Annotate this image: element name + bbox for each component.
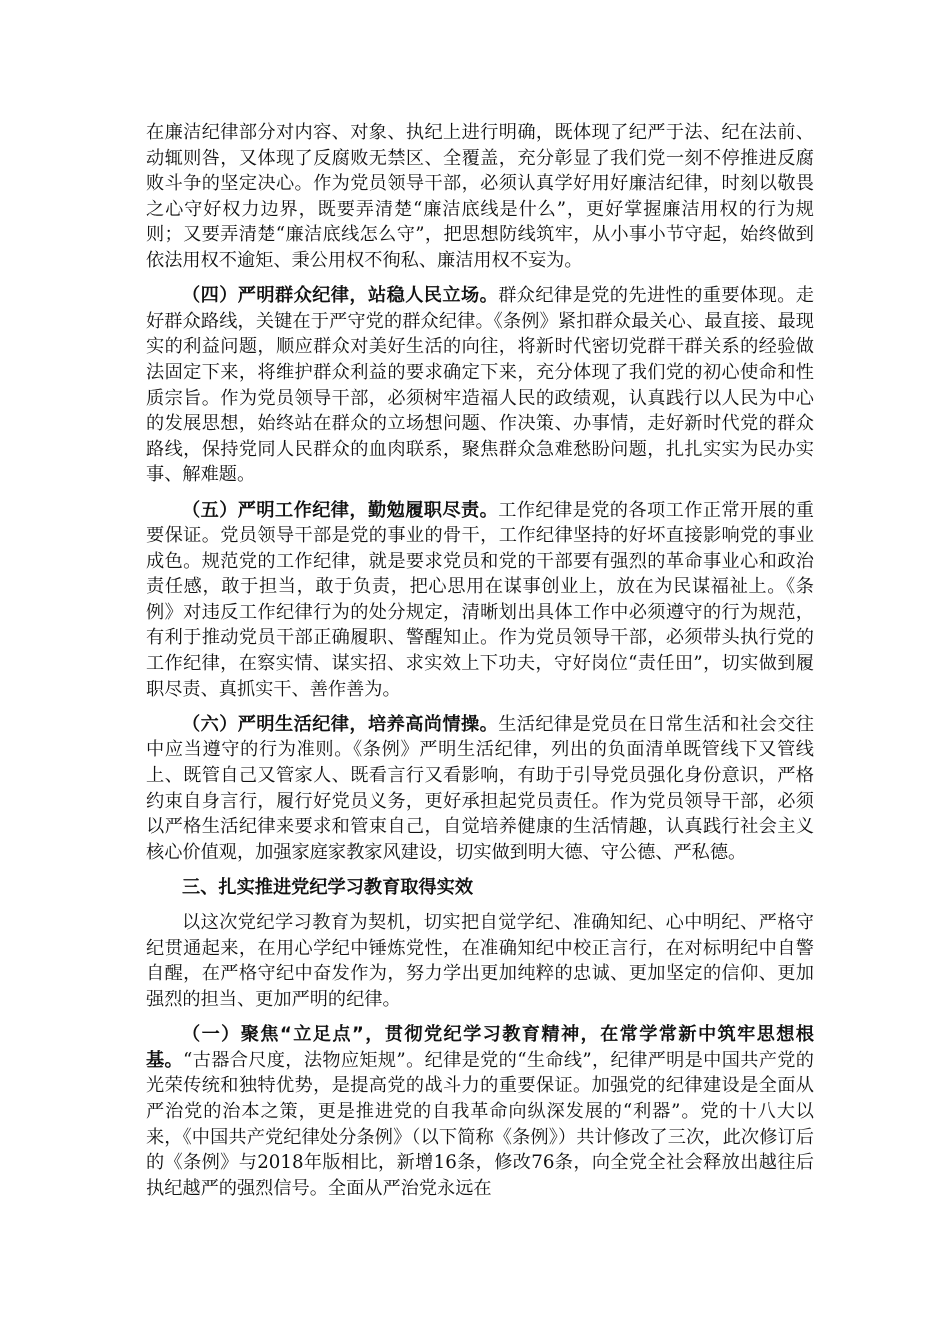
- paragraph-work-discipline: [146, 498, 814, 703]
- paragraph-text: “古器合尺度，法物应矩规”。纪律是党的“生命线”，纪律严明是中国共产党的光荣传统和独特优势，是提高党的战斗力的重要保证。加强党的纪律建设是全面从严治党的治本之策，更是推进党的自我革命向纵深发展的“利器”。党的十八大以来，《中国共产党纪律处分条例》（以下简称《条例》）共计修改了三次，此次修订后的《条例》与2018年版相比，新增16条，修改76条，向全党全社会释放出越往后执纪越严的强烈信号。全面从严治党永远在: [146, 1049, 814, 1199]
- paragraph-text: 在廉洁纪律部分对内容、对象、执纪上进行明确，既体现了纪严于法、纪在法前、动辄则咎，又体现了反腐败无禁区、全覆盖，充分彰显了我们党一刻不停推进反腐败斗争的坚定决心。作为党员领导干部，必须认真学好用好廉洁纪律，时刻以敬畏之心守好权力边界，既要弄清楚“廉洁底线是什么”，更好掌握廉洁用权的行为规则；又要弄清楚“廉洁底线怎么守”，把思想防线筑牢，从小事小节守起，始终做到依法用权不逾矩、秉公用权不徇私、廉洁用权不妄为。: [146, 122, 814, 271]
- section-intro: 以这次党纪学习教育为契机，切实把自觉学纪、准确知纪、心中明纪、严格守纪贯通起来，在用心学纪中锤炼党性，在准确知纪中校正言行，在对标明纪中自警自醒，在严格守纪中奋发作为，努力学出更加纯粹的忠诚、更加坚定的信仰、更加强烈的担当、更加严明的纪律。: [146, 912, 814, 1010]
- paragraph-text: 生活纪律是党员在日常生活和社会交往中应当遵守的行为准则。《条例》严明生活纪律，列出的负面清单既管线下又管线上、既管自己又管家人、既看言行又看影响，有助于引导党员强化身份意识，严格约束自身言行，履行好党员义务，更好承担起党员责任。作为党员领导干部，必须以严格生活纪律来要求和管束自己，自觉培养健康的生活情趣，认真践行社会主义核心价值观，加强家庭家教家风建设，切实做到明大德、守公德、严私德。: [146, 713, 814, 863]
- paragraph-mass-discipline: [146, 283, 814, 488]
- paragraph-integrity-discipline: [146, 120, 814, 274]
- paragraph-lead: （四）严明群众纪律，站稳人民立场。: [182, 285, 499, 307]
- paragraph-lead: （六）严明生活纪律，培养高尚情操。: [182, 713, 499, 735]
- paragraph-text: 工作纪律是党的各项工作正常开展的重要保证。党员领导干部是党的事业的骨干，工作纪律坚持的好坏直接影响党的事业成色。规范党的工作纪律，就是要求党员和党的干部要有强烈的革命事业心和政治责任感，敢于担当，敢于负责，把心思用在谋事创业上，放在为民谋福祉上。《条例》对违反工作纪律行为的处分规定，清晰划出具体工作中必须遵守的行为规范，有利于推动党员干部正确履职、警醒知止。作为党员领导干部，必须带头执行党的工作纪律，在察实情、谋实招、求实效上下功夫，守好岗位“责任田”，切实做到履职尽责、真抓实干、善作善为。: [146, 499, 814, 700]
- paragraph-lead: （五）严明工作纪律，勤勉履职尽责。: [182, 499, 499, 521]
- paragraph-lead: （一）聚焦“立足点”，贯彻党纪学习教育精神，在常学常新中筑牢思想根基。: [146, 1024, 814, 1071]
- paragraph-foothold: [146, 1022, 814, 1201]
- paragraph-text: 群众纪律是党的先进性的重要体现。走好群众路线，关键在于严守党的群众纪律。《条例》紧扣群众最关心、最直接、最现实的利益问题，顺应群众对美好生活的向往，将新时代密切党群干群关系的经验做法固定下来，将维护群众利益的要求确定下来，充分体现了我们党的初心使命和性质宗旨。作为党员领导干部，必须树牢造福人民的政绩观，认真践行以人民为中心的发展思想，始终站在群众的立场想问题、作决策、办事情，走好新时代党的群众路线，保持党同人民群众的血肉联系，聚焦群众急难愁盼问题，扎扎实实为民办实事、解难题。: [146, 285, 814, 486]
- paragraph-life-discipline: [146, 712, 814, 866]
- document-page: [146, 120, 814, 1211]
- section-heading: 三、扎实推进党纪学习教育取得实效: [182, 877, 474, 898]
